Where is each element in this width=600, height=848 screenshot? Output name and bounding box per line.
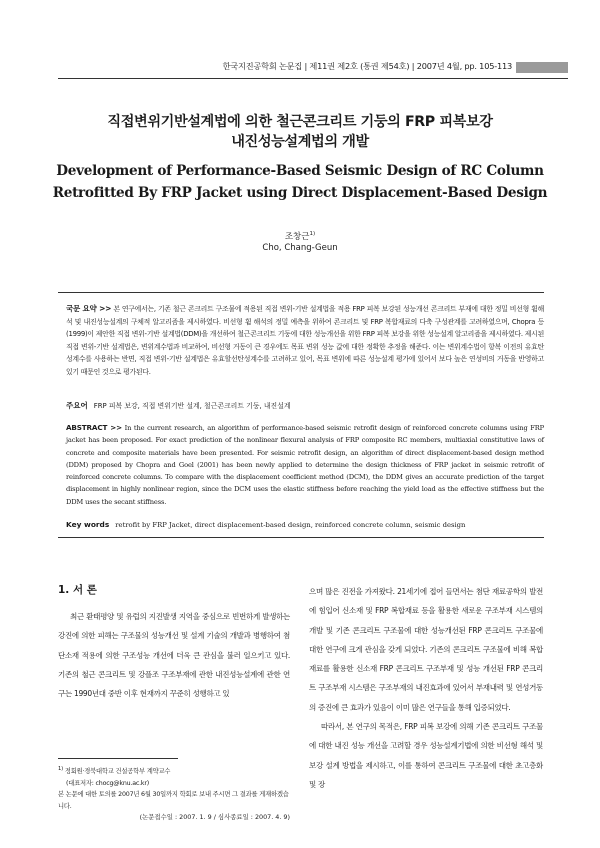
body-column-left: [58, 582, 290, 703]
abstract-english-text: In the current research, an algorithm of performance-based seismic retrofit design of reinforced concrete columns using FRP jacket has been proposed. For exact prediction of the nonlinear flexural analysis of FRP composite RC members, multiaxial constitutive laws of concrete and composite materials have been presented. For seismic retrofit design, an algorithm of direct displacement-based design method (DDM) proposed by Chopra and Goel (2001) has been newly applied to determine the design thickness of FRP jacket in seismic retrofit of reinforced concrete columns. To compare with the displacement coefficient method (DCM), the DDM gives an accurate prediction of the target displacement in highly nonlinear region, since the DCM uses the elastic stiffness before reaching the yield load as the effective stiffness but the DDM uses the secant stiffness.: [66, 424, 544, 506]
abstract-box: [58, 292, 544, 538]
keywords-english: [66, 519, 544, 531]
received-dates: (논문접수일 : 2007. 1. 9 / 심사종료일 : 2007. 4. 9): [139, 813, 290, 821]
header-shade-block: [516, 62, 568, 73]
title-english-line2: Retrofitted By FRP Jacket using Direct Displacement-Based Design: [52, 185, 548, 201]
title-korean: [40, 112, 560, 152]
keywords-korean-text: FRP 피복 보강, 직접 변위기반 설계, 철근콘크리트 기둥, 내진설계: [93, 402, 291, 410]
abstract-english: [66, 422, 544, 508]
journal-citation: 한국지진공학회 논문집 | 제11권 제2호 (통권 제54호) | 2007년 4월, pp. 105-113: [222, 61, 512, 71]
footnote-mark: 1): [58, 766, 63, 772]
paragraph: 최근 환태평양 및 유럽의 지진발생 지역을 중심으로 빈번하게 발생하는 강진에 의한 피해는 구조물의 성능개선 및 설계 기술의 개발과 병행하여 첨단소재 적용에 의한 구조성능 개선에 더욱 큰 관심을 불러 일으키고 있다. 기존의 철근 콘크리트 및 강플조 구조부재에 관한 내진성능설계에 관한 연구는 1990년대 중반 이후 현재까지 꾸준히 성행하고 있: [58, 612, 290, 699]
header-rule: [58, 78, 568, 79]
paragraph: 으며 많은 진전을 가져왔다. 21세기에 접어 들면서는 첨단 재료공학의 발전에 힘입어 신소재 및 FRP 복합재료 등을 활용한 새로운 구조부재 시스템의 개발 및 기존 콘크리트 구조물에 대한 성능개선된 FRP 콘크리트 구조물에 대한 연구에 크게 관심을 갖게 되었다. 기존의 콘크리트 구조물에 비해 복합재료를 활용한 신소재 FRP 콘크리트 구조부재 및 성능 개선된 FRP 콘크리트 구조부재 시스템은 구조부재의 내진효과에 있어서 부재내력 및 연성거동의 증진에 큰 효과가 있음이 이미 많은 연구들을 통해 입증되었다.: [309, 587, 543, 712]
abstract-korean: [66, 303, 544, 379]
footnote-affiliation: [58, 764, 290, 778]
keywords-english-label: Key words: [66, 520, 110, 529]
keywords-english-text: retrofit by FRP Jacket, direct displacement-based design, reinforced concrete column, seismic design: [115, 521, 466, 529]
paragraph: 따라서, 본 연구의 목적은, FRP 피복 보강에 의해 기존 콘크리트 구조물에 대한 내진 성능 개선을 고려할 경우 성능설계기법에 의한 비선형 해석 및 보강 설계 방법을 제시하고, 이를 통하여 콘크리트 구조물에 대한 초고층화 및 장: [309, 722, 543, 789]
author-english: Cho, Chang-Geun: [262, 243, 338, 253]
footnote-discussion: 본 논문에 대한 토의를 2007년 6월 30일까지 학회로 보내 주시면 그 결과를 게재하겠습니다.: [58, 791, 289, 810]
title-english-line1: Development of Performance-Based Seismic Design of RC Column: [56, 163, 544, 179]
abstract-english-label: ABSTRACT >>: [66, 423, 122, 432]
footnotes: [58, 764, 290, 812]
title-korean-line1: 직접변위기반설계법에 의한 철근콘크리트 기둥의 FRP 피복보강: [107, 114, 493, 130]
title-english: [40, 160, 560, 204]
title-korean-line2: 내진성능설계법의 개발: [231, 134, 369, 150]
body-text-left: [58, 607, 290, 703]
footnote-affiliation-text: 정회원·경북대학교 건설공학부 계약교수: [64, 768, 171, 776]
abstract-korean-label: 국문 요약 >>: [66, 304, 112, 313]
author-korean: [0, 230, 600, 242]
running-header: [0, 60, 568, 76]
body-column-right: [309, 582, 543, 794]
abstract-korean-text: 본 연구에서는, 기존 철근 콘크리트 구조물에 적용된 직접 변위-기반 설계법을 적용 FRP 피복 보강된 성능개선 콘크리트 부재에 대한 정밀 비선형 휨해석 및 내진성능설계의 구체적 알고리즘을 제시하였다. 비선형 휨 해석의 정밀 예측을 위하여 콘크리트 및 FRP 복합재료의 다축 구성관계를 고려하였으며, Chopra 등(1999)이 제안한 직접 변위-기반 설계법(DDM)을 개선하여 철근콘크리트 기둥에 대한 성능개선을 위한 FRP 피복 보강을 위한 성능설계 알고리즘을 제시하였다. 제시된 직접 변위-기반 설계법은, 변위계수법과 비교하여, 비선형 거동이 큰 경우에도 목표 변위 성능 값에 대한 정확한 추정을 해준다. 이는 변위계수법이 항복 이전의 유효탄성계수를 사용하는 반면, 직접 변위-기반 설계법은 유효할선탄성계수를 고려하고 있어, 목표 변위에 따른 성능설계 평가에 있어서 보다 높은 연성비의 거동을 반영하고 있기 때문인 것으로 평가된다.: [66, 305, 544, 376]
keywords-korean: [66, 400, 544, 412]
keywords-korean-label: 주요어: [66, 401, 88, 410]
footnote-rule: [58, 758, 178, 759]
section-heading: 1. 서 론: [58, 584, 97, 596]
footnote-contact: (대표저자: chocg@knu.ac.kr): [66, 779, 150, 787]
author-korean-name: 조창근: [284, 232, 310, 242]
author-footnote-mark: 1): [309, 231, 316, 238]
body-text-right: [309, 582, 543, 794]
